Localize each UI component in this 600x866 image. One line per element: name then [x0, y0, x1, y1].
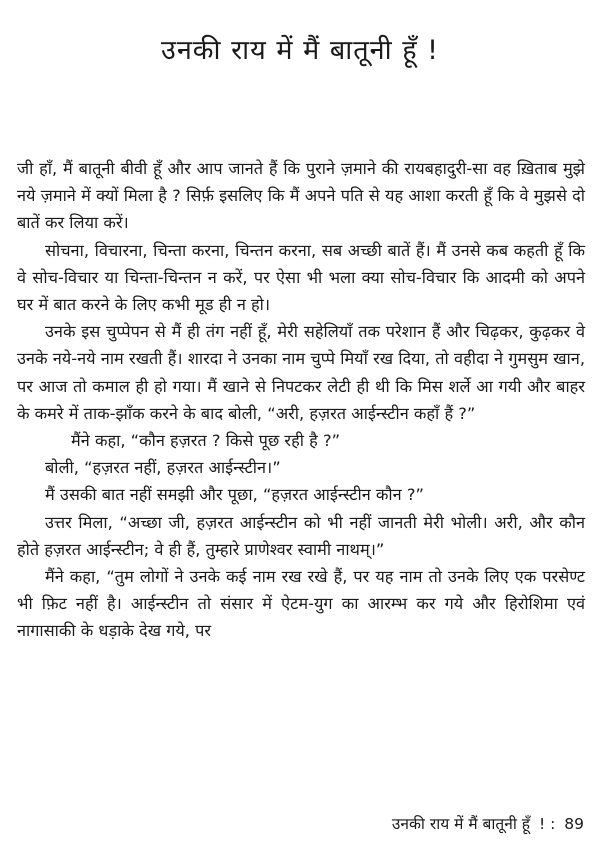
paragraph: मैंने कहा, “कौन हज़रत ? किसे पूछ रही है ?” — [71, 431, 341, 451]
running-title: उनकी राय में मैं बातूनी हूँ — [391, 815, 531, 833]
paragraph: जी हाँ, मैं बातूनी बीवी हूँ और आप जानते हैं कि पुराने ज़माने की रायबहादुरी-सा वह ख़िताब मुझे नये ज़माने में क्यों मिला है ? सिर्फ़ इसलिए कि मैं अपने पति से यह आशा करती हूँ कि वे मुझसे दो बातें कर लिया करें। — [17, 159, 585, 233]
paragraph: मैंने कहा, “तुम लोगों ने उनके कई नाम रख रखे हैं, पर यह नाम तो उनके लिए एक परसेण्ट भी फ़िट नहीं है। आईन्स्टीन तो संसार में ऐटम-युग का आरम्भ कर गये और हिरोशिमा एवं नागासाकी के धड़ाके देख गये, पर — [17, 567, 585, 641]
footer-separator: ! : — [538, 815, 556, 833]
paragraph: उत्तर मिला, “अच्छा जी, हज़रत आईन्स्टीन को भी नहीं जानती मेरी भोली। अरी, और कौन होते हज़रत आईन्स्टीन; वे ही हैं, तुम्हारे प्राणेश्वर स्वामी नाथम्।” — [17, 512, 585, 559]
paragraph: सोचना, विचारना, चिन्ता करना, चिन्तन करना, सब अच्छी बातें हैं। मैं उनसे कब कहती हूँ कि वे सोच-विचार या चिन्ता-चिन्तन न करें, पर ऐसा भी भला क्या सोच-विचार कि आदमी को अपने घर में बात करने के लिए कभी मूड ही न हो। — [17, 240, 585, 315]
page-number: 89 — [564, 815, 584, 833]
page-footer — [392, 812, 584, 834]
chapter-title: उनकी राय में मैं बातूनी हूँ ! — [161, 35, 439, 66]
paragraph: उनके इस चुप्पेपन से मैं ही तंग नहीं हूँ, मेरी सहेलियाँ तक परेशान हैं और चिढ़कर, कुढ़कर वे उनके नये-नये नाम रखती हैं। शारदा ने उनका नाम चुप्पे मियाँ रख दिया, तो वहीदा ने गुमसुम खान, पर आज तो कमाल ही हो गया। मैं खाने से निपटकर लेटी ही थी कि मिस शर्ले आ गयी और बाहर के कमरे में ताक-झाँक करने के बाद बोली, “अरी, हज़रत आईन्स्टीन कहाँ हैं ?” — [17, 322, 585, 423]
paragraph: बोली, “हज़रत नहीं, हज़रत आईन्स्टीन।” — [45, 458, 281, 478]
body-text — [17, 155, 585, 645]
paragraph: मैं उसकी बात नहीं समझी और पूछा, “हज़रत आईन्स्टीन कौन ?” — [45, 485, 424, 505]
